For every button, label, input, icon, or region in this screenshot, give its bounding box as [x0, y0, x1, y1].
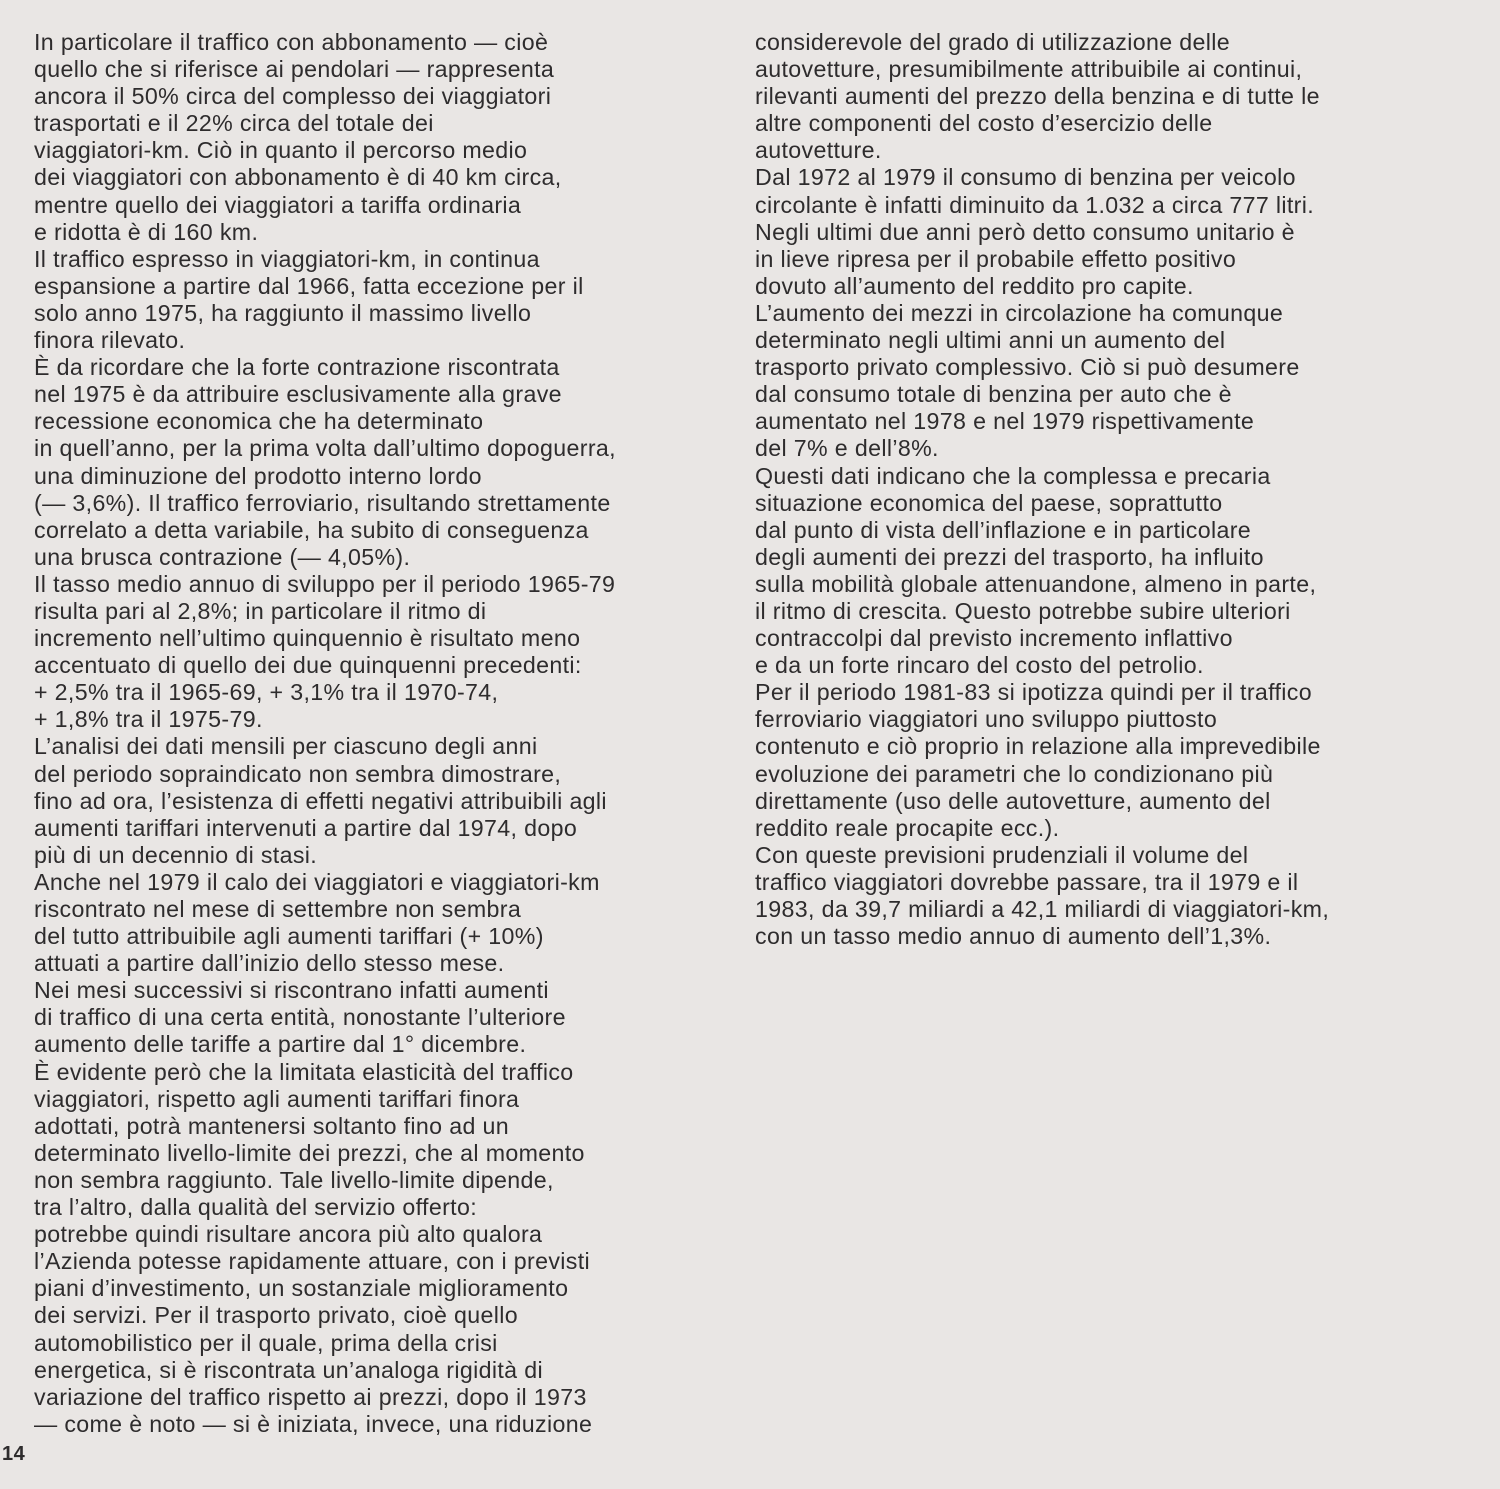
text-line: una diminuzione del prodotto interno lordo	[34, 462, 482, 489]
text-line: 1983, da 39,7 miliardi a 42,1 miliardi di viaggiatori-km,	[755, 896, 1330, 922]
text-line: L’aumento dei mezzi in circolazione ha comunque	[755, 299, 1284, 326]
text-line: Questi dati indicano che la complessa e precaria	[755, 462, 1271, 489]
text-line: automobilistico per il quale, prima della crisi	[34, 1329, 498, 1356]
text-line: in lieve ripresa per il probabile effetto positivo	[755, 245, 1237, 272]
right-text-column	[755, 29, 1455, 950]
text-line: recessione economica che ha determinato	[34, 408, 484, 435]
text-line: viaggiatori, rispetto agli aumenti tariffari finora	[34, 1085, 520, 1112]
text-line: Il traffico espresso in viaggiatori-km, in continua	[34, 245, 540, 272]
text-line: del tutto attribuibile agli aumenti tariffari (+ 10%)	[34, 923, 544, 950]
text-line: considerevole del grado di utilizzazione delle	[755, 29, 1230, 55]
text-line: trasporto privato complessivo. Ciò si può desumere	[755, 354, 1300, 381]
text-line: finora rilevato.	[34, 327, 186, 354]
text-line: incremento nell’ultimo quinquennio è risultato meno	[34, 625, 581, 652]
text-line: il ritmo di crescita. Questo potrebbe subire ulteriori	[755, 597, 1291, 624]
text-line: contraccolpi dal previsto incremento inflattivo	[755, 625, 1233, 652]
text-line: È evidente però che la limitata elasticità del traffico	[34, 1058, 574, 1085]
text-line: rilevanti aumenti del prezzo della benzina e di tutte le	[755, 83, 1320, 110]
text-line: Per il periodo 1981-83 si ipotizza quindi per il traffico	[755, 679, 1312, 706]
text-line: In particolare il traffico con abbonamento — cioè	[34, 29, 549, 55]
text-line: Nei mesi successivi si riscontrano infatti aumenti	[34, 977, 549, 1004]
text-line: L’analisi dei dati mensili per ciascuno degli anni	[34, 733, 538, 760]
text-line: + 2,5% tra il 1965-69, + 3,1% tra il 1970-74,	[34, 679, 499, 706]
text-line: Il tasso medio annuo di sviluppo per il periodo 1965-79	[34, 570, 616, 597]
text-line: e ridotta è di 160 km.	[34, 218, 259, 245]
text-line: mentre quello dei viaggiatori a tariffa ordinaria	[34, 191, 522, 218]
text-line: dal consumo totale di benzina per auto che è	[755, 381, 1232, 408]
text-line: + 1,8% tra il 1975-79.	[34, 706, 263, 733]
text-line: non sembra raggiunto. Tale livello-limite dipende,	[34, 1166, 554, 1193]
text-line: solo anno 1975, ha raggiunto il massimo livello	[34, 299, 532, 326]
text-line: autovetture, presumibilmente attribuibile ai continui,	[755, 56, 1303, 83]
text-line: — come è noto — si è iniziata, invece, una riduzione	[34, 1410, 593, 1437]
text-line: potrebbe quindi risultare ancora più alto qualora	[34, 1221, 543, 1248]
left-text-column	[34, 29, 714, 1438]
text-line: correlato a detta variabile, ha subito di conseguenza	[34, 516, 589, 543]
text-line: trasportati e il 22% circa del totale dei	[34, 110, 434, 137]
text-line: adottati, potrà mantenersi soltanto fino ad un	[34, 1112, 509, 1139]
text-line: reddito reale procapite ecc.).	[755, 814, 1060, 841]
text-line: attuati a partire dall’inizio dello stesso mese.	[34, 950, 505, 977]
text-line: traffico viaggiatori dovrebbe passare, tra il 1979 e il	[755, 868, 1299, 895]
text-line: determinato livello-limite dei prezzi, che al momento	[34, 1139, 585, 1166]
text-line: direttamente (uso delle autovetture, aumento del	[755, 787, 1271, 814]
text-line: dovuto all’aumento del reddito pro capite.	[755, 272, 1194, 299]
text-line: Con queste previsioni prudenziali il volume del	[755, 841, 1249, 868]
text-line: accentuato di quello dei due quinquenni precedenti:	[34, 652, 582, 679]
text-line: Anche nel 1979 il calo dei viaggiatori e viaggiatori-km	[34, 868, 600, 895]
text-line: aumenti tariffari intervenuti a partire dal 1974, dopo	[34, 814, 578, 841]
text-line: risulta pari al 2,8%; in particolare il ritmo di	[34, 597, 487, 624]
page-number: 14	[2, 1443, 26, 1465]
text-line: ancora il 50% circa del complesso dei viaggiatori	[34, 83, 552, 110]
text-line: viaggiatori-km. Ciò in quanto il percorso medio	[34, 137, 528, 164]
text-line: energetica, si è riscontrata un’analoga rigidità di	[34, 1356, 543, 1383]
text-line: quello che si riferisce ai pendolari — rappresenta	[34, 56, 555, 83]
text-line: espansione a partire dal 1966, fatta eccezione per il	[34, 272, 584, 299]
text-line: più di un decennio di stasi.	[34, 841, 318, 868]
text-line: autovetture.	[755, 137, 882, 164]
text-line: l’Azienda potesse rapidamente attuare, con i previsti	[34, 1248, 591, 1275]
text-line: È da ricordare che la forte contrazione riscontrata	[34, 354, 560, 381]
text-line: degli aumenti dei prezzi del trasporto, ha influito	[755, 543, 1264, 570]
text-line: tra l’altro, dalla qualità del servizio offerto:	[34, 1194, 477, 1221]
text-line: dei servizi. Per il trasporto privato, cioè quello	[34, 1302, 519, 1329]
text-line: con un tasso medio annuo di aumento dell’1,3%.	[755, 923, 1272, 950]
text-line: una brusca contrazione (— 4,05%).	[34, 543, 411, 570]
text-line: circolante è infatti diminuito da 1.032 a circa 777 litri.	[755, 191, 1315, 218]
text-line: variazione del traffico rispetto ai prezzi, dopo il 1973	[34, 1383, 587, 1410]
text-line: dei viaggiatori con abbonamento è di 40 km circa,	[34, 164, 562, 191]
text-line: Negli ultimi due anni però detto consumo unitario è	[755, 218, 1295, 245]
text-line: dal punto di vista dell’inflazione e in particolare	[755, 516, 1252, 543]
text-line: contenuto e ciò proprio in relazione alla imprevedibile	[755, 733, 1321, 760]
text-line: aumentato nel 1978 e nel 1979 rispettivamente	[755, 408, 1255, 435]
text-line: riscontrato nel mese di settembre non sembra	[34, 896, 522, 922]
text-line: del periodo sopraindicato non sembra dimostrare,	[34, 760, 562, 787]
text-line: fino ad ora, l’esistenza di effetti negativi attribuibili agli	[34, 787, 607, 814]
text-line: (— 3,6%). Il traffico ferroviario, risultando strettamente	[34, 489, 611, 516]
text-line: evoluzione dei parametri che lo condizionano più	[755, 760, 1274, 787]
text-line: in quell’anno, per la prima volta dall’ultimo dopoguerra,	[34, 435, 616, 462]
text-line: ferroviario viaggiatori uno sviluppo piuttosto	[755, 706, 1218, 733]
text-line: situazione economica del paese, soprattutto	[755, 489, 1223, 516]
text-line: aumento delle tariffe a partire dal 1° dicembre.	[34, 1031, 527, 1058]
text-line: di traffico di una certa entità, nonostante l’ulteriore	[34, 1004, 566, 1031]
text-line: piani d’investimento, un sostanziale miglioramento	[34, 1275, 569, 1302]
text-line: nel 1975 è da attribuire esclusivamente alla grave	[34, 381, 562, 408]
text-line: altre componenti del costo d’esercizio delle	[755, 110, 1213, 137]
text-line: sulla mobilità globale attenuandone, almeno in parte,	[755, 570, 1317, 597]
text-line: Dal 1972 al 1979 il consumo di benzina per veicolo	[755, 164, 1296, 191]
text-line: del 7% e dell’8%.	[755, 435, 939, 462]
text-line: determinato negli ultimi anni un aumento del	[755, 327, 1226, 354]
text-line: e da un forte rincaro del costo del petrolio.	[755, 652, 1204, 679]
